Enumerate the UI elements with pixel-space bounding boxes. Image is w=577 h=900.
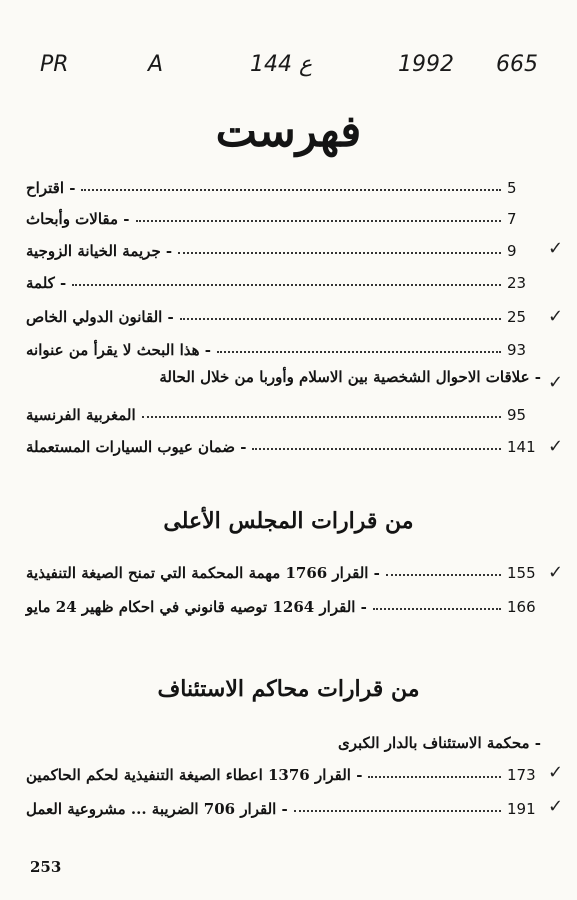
handwritten-note-4: 1992 (398, 52, 454, 77)
toc-entry (26, 171, 541, 197)
dot-leader (368, 775, 501, 778)
dot-leader (217, 350, 501, 353)
dot-leader (373, 607, 501, 610)
dot-leader (178, 251, 501, 254)
handwritten-check-mark: ✓ (548, 436, 564, 457)
toc-entry (26, 758, 541, 784)
toc-entry-label: - القرار 706 الضريبة ... مشروعية العمل (26, 800, 288, 818)
section-subheading: - محكمة الاستئناف بالدار الكبرى (338, 734, 541, 752)
toc-entry-page: 7 (507, 210, 517, 228)
toc-entry-page: 9 (507, 242, 517, 260)
toc-entry (26, 333, 541, 359)
handwritten-note-3: 144 ع (250, 52, 313, 77)
dot-leader (180, 317, 501, 320)
handwritten-note-2: A (148, 52, 164, 77)
toc-entry-page: 141 (507, 438, 536, 456)
section-heading-supreme-council: من قرارات المجلس الأعلى (163, 508, 414, 534)
toc-entry-page: 5 (507, 179, 517, 197)
dot-leader (294, 809, 501, 812)
toc-entry-label: المغربية الفرنسية (26, 406, 136, 424)
toc-entry-page: 155 (507, 564, 536, 582)
toc-entry-label: - القرار 1766 مهمة المحكمة التي تمنح الصيغة التنفيذية (26, 564, 380, 582)
toc-entry (26, 202, 541, 228)
toc-entry-page: 25 (507, 308, 527, 326)
handwritten-check-mark: ✓ (548, 306, 564, 327)
dot-leader (72, 283, 501, 286)
dot-leader (386, 573, 501, 576)
page-title: فهرست (215, 106, 362, 157)
handwritten-check-mark: ✓ (548, 238, 564, 259)
toc-entry (26, 300, 541, 326)
toc-entry-page: 173 (507, 766, 536, 784)
toc-entry (26, 266, 541, 292)
section-heading-courts-of-appeal: من قرارات محاكم الاستئناف (157, 676, 420, 702)
toc-entry (26, 792, 541, 818)
toc-entry (26, 556, 541, 582)
toc-entry-page: 23 (507, 274, 527, 292)
toc-entry-page: 191 (507, 800, 536, 818)
handwritten-check-mark: ✓ (548, 762, 564, 783)
toc-entry (26, 430, 541, 456)
dot-leader (136, 219, 502, 222)
handwritten-check-mark: ✓ (548, 796, 564, 817)
toc-entry-label: - هذا البحث لا يقرأ من عنوانه (26, 341, 212, 359)
handwritten-note-5: 665 (496, 52, 538, 77)
toc-entry-label: - القانون الدولي الخاص (26, 308, 174, 326)
dot-leader (142, 415, 501, 418)
toc-entry-page: 93 (507, 341, 527, 359)
toc-entry (26, 234, 541, 260)
page-number: 253 (30, 858, 62, 876)
toc-entry-page: 95 (507, 406, 527, 424)
toc-entry-label: - ضمان عيوب السيارات المستعملة (26, 438, 247, 456)
toc-entry-label: - القرار 1376 اعطاء الصيغة التنفيذية لحكم الحاكمين (26, 766, 363, 784)
toc-entry-label-line1: - علاقات الاحوال الشخصية بين الاسلام وأوربا من خلال الحالة (159, 368, 541, 386)
toc-entry (26, 590, 541, 616)
dot-leader (81, 188, 501, 191)
dot-leader (252, 447, 501, 450)
handwritten-check-mark: ✓ (548, 562, 564, 583)
toc-entry-label: - كلمة (26, 274, 67, 292)
toc-entry (26, 398, 541, 424)
toc-entry-page: 166 (507, 598, 536, 616)
handwritten-check-mark: ✓ (548, 372, 564, 393)
toc-entry-label: - القرار 1264 توصيه قانوني في احكام ظهير 24 مايو (26, 598, 367, 616)
handwritten-note-1: PR (40, 52, 69, 77)
toc-entry-label: - جريمة الخيانة الزوجية (26, 242, 173, 260)
toc-entry-label: - مقالات وأبحاث (26, 210, 130, 228)
toc-entry-label: - اقتراح (26, 179, 76, 197)
